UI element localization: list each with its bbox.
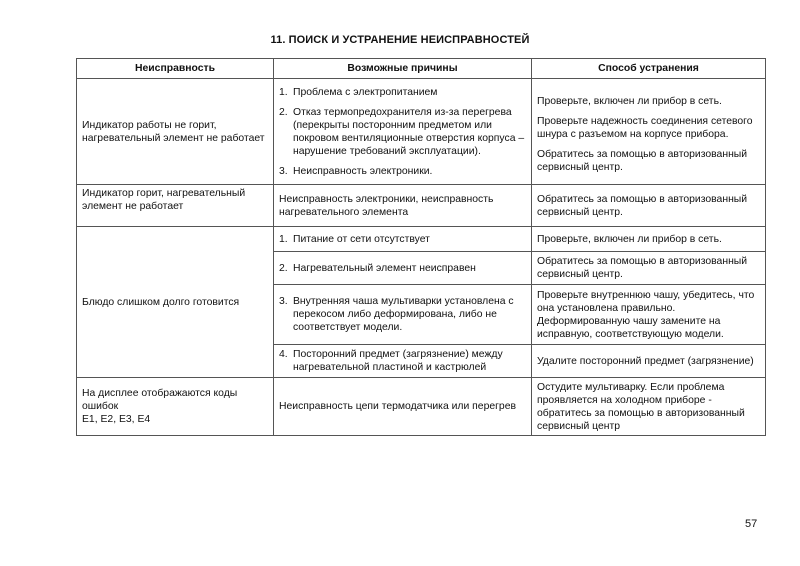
fix-text: Проверьте надежность соединения сетевого шнура с разъемом на корпусе прибора. [537, 115, 753, 140]
troubleshooting-table [76, 58, 766, 436]
cause-item [279, 165, 526, 178]
cause-number: 4. [279, 349, 288, 360]
cause-text: Нагревательный элемент неисправен [293, 262, 476, 274]
fix-text: Проверьте внутреннюю чашу, убедитесь, что она установлена правильно. Деформированную чашу замените на исправную, соответствующую модели. [537, 289, 755, 340]
fix-cell [532, 345, 766, 378]
cause-item [279, 262, 526, 275]
cause-item [279, 233, 526, 246]
cause-number: 3. [279, 166, 288, 177]
fix-cell [532, 185, 766, 227]
causes-cell [274, 345, 532, 378]
fix-text: Обратитесь за помощью в авторизованный сервисный центр. [537, 193, 748, 218]
cause-text: Проблема с электропитанием [293, 87, 438, 98]
fix-text: Обратитесь за помощью в авторизованный сервисный центр. [537, 256, 748, 280]
cause-item [279, 348, 526, 374]
cause-number: 1. [279, 87, 288, 98]
fault-cell [77, 227, 274, 378]
cause-number: 3. [279, 296, 288, 307]
cause-number: 1. [279, 233, 288, 245]
header-fix: Способ устранения [532, 59, 766, 79]
fix-cell [532, 79, 766, 185]
fix-text: Проверьте, включен ли прибор в сеть. [537, 233, 722, 245]
header-fault: Неисправность [77, 59, 274, 79]
fix-text: Удалите посторонний предмет (загрязнение) [537, 355, 754, 367]
cause-item [279, 106, 526, 158]
page-title: 11. ПОИСК И УСТРАНЕНИЕ НЕИСПРАВНОСТЕЙ [270, 34, 530, 46]
table-row [77, 378, 766, 436]
fix-text: Остудите мультиварку. Если проблема проявляется на холодном приборе - обратитесь за помощью в авторизованный сервисный центр [537, 381, 745, 432]
table-row [77, 185, 766, 227]
fix-text: Проверьте, включен ли прибор в сеть. [537, 95, 722, 107]
cause-text: Питание от сети отсутствует [293, 233, 430, 245]
cause-number: 2. [279, 107, 288, 118]
table-row [77, 227, 766, 252]
table-header-row [77, 59, 766, 79]
fix-cell [532, 252, 766, 285]
cause-text: Посторонний предмет (загрязнение) между нагревательной пластиной и кастрюлей [293, 349, 503, 373]
cause-item [279, 86, 526, 99]
cause-text: Неисправность электроники. [293, 166, 433, 177]
fault-cell [77, 79, 274, 185]
causes-cell [274, 378, 532, 436]
cause-text: Отказ термопредохранителя из-за перегрева (перекрыты посторонним предметом или покровом вентиляционные отверстия корпуса – нарушение требований эксплуатации). [293, 107, 525, 157]
cause-number: 2. [279, 262, 288, 274]
causes-cell [274, 252, 532, 285]
causes-cell [274, 185, 532, 227]
error-codes: E1, E2, E3, E4 [82, 414, 151, 425]
fault-text: Индикатор горит, нагревательный элемент не работает [82, 188, 246, 212]
cause-text: Неисправность электроники, неисправность нагревательного элемента [279, 193, 494, 218]
fix-cell [532, 227, 766, 252]
fix-cell [532, 285, 766, 345]
cause-text: Неисправность цепи термодатчика или перегрев [279, 401, 517, 412]
fault-text: На дисплее отображаются коды ошибок [82, 388, 238, 412]
causes-cell [274, 285, 532, 345]
cause-item [279, 295, 526, 334]
fault-text: Блюдо слишком долго готовится [82, 296, 240, 308]
causes-cell [274, 79, 532, 185]
table-row [77, 79, 766, 185]
fault-cell [77, 378, 274, 436]
page-number: 57 [745, 518, 758, 530]
causes-cell [274, 227, 532, 252]
fault-text: Индикатор работы не горит, нагревательный элемент не работает [82, 119, 265, 144]
fix-cell [532, 378, 766, 436]
header-causes: Возможные причины [274, 59, 532, 79]
fault-cell [77, 185, 274, 227]
fix-text: Обратитесь за помощью в авторизованный сервисный центр. [537, 148, 748, 173]
cause-text: Внутренняя чаша мультиварки установлена с перекосом либо деформирована, либо не соответствует модели. [293, 296, 514, 333]
